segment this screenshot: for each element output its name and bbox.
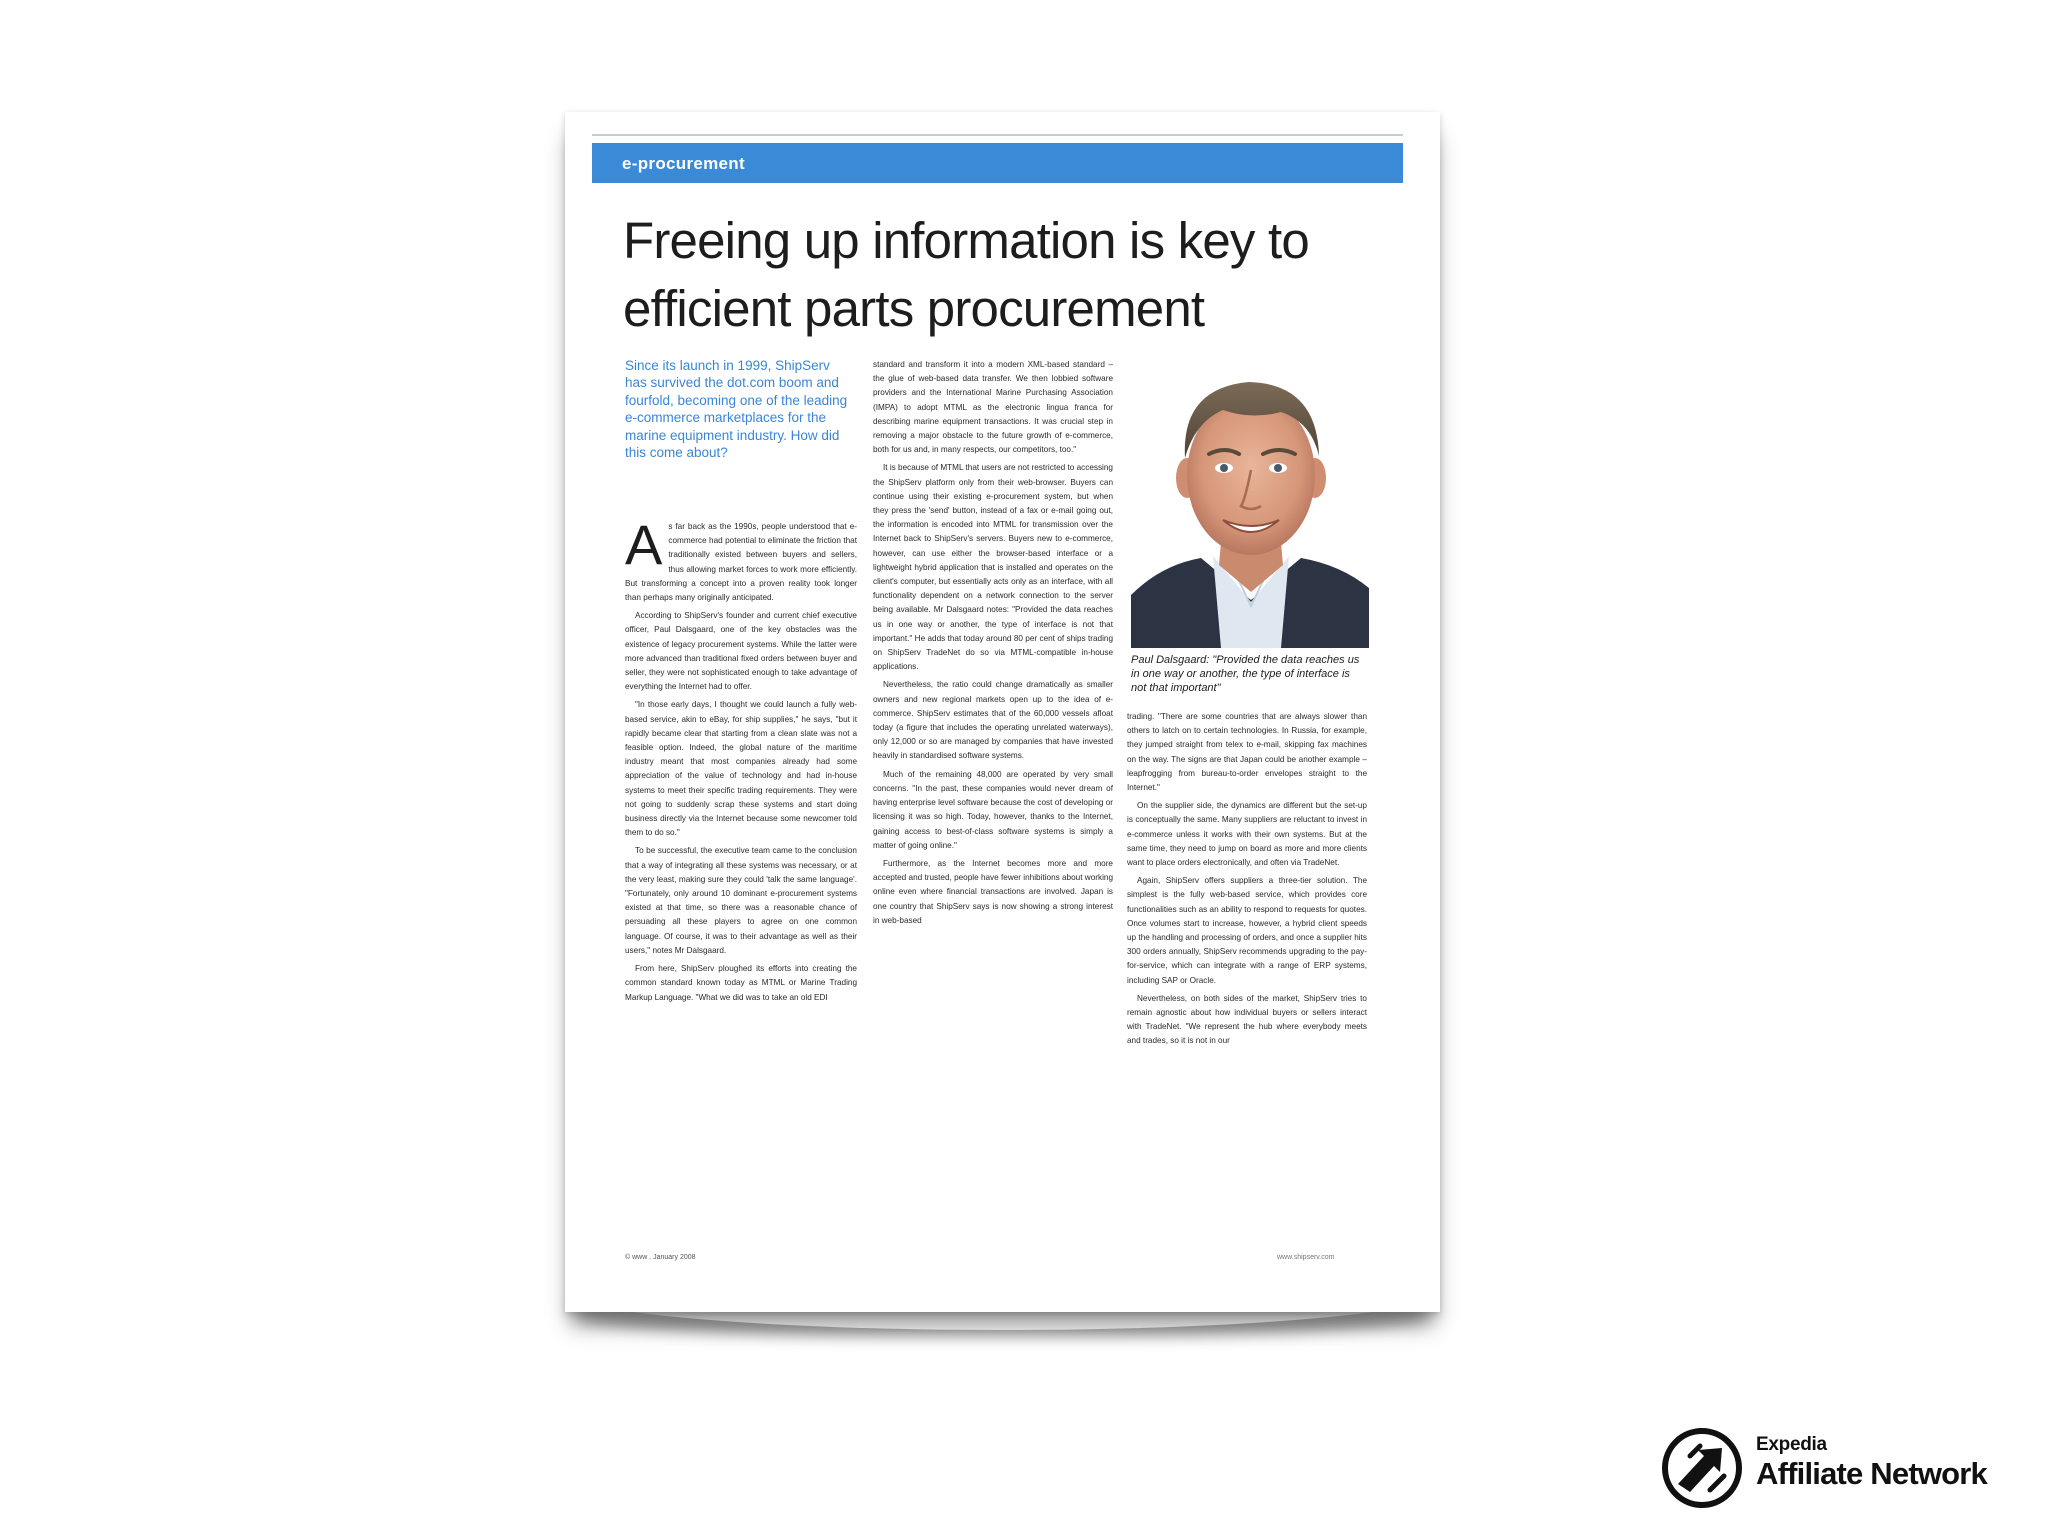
body-paragraph: Much of the remaining 48,000 are operated by very small concerns. "In the past, these companies would never dream of having enterprise level software because the cost of developing or licensing it was so high. Today, however, thanks to the Internet, gaining access to best-of-class software systems is simply a matter of going online." [873,769,1113,850]
body-paragraph: According to ShipServ's founder and current chief executive officer, Paul Dalsgaard, one of the key obstacles was the existence of legacy procurement systems. While the latter were more advanced than traditional fixed orders between buyer and seller, they were not sophisticated enough to take advantage of everything the Internet had to offer. [625,611,857,692]
magazine-page [565,112,1440,1312]
body-paragraph: Again, ShipServ offers suppliers a three-tier solution. The simplest is the fully web-based service, which provides core functionalities such as an ability to respond to requests for quotes. Once volumes start to increase, however, a hybrid client speeds up the handling and processing of orders, and once a supplier hits 300 orders annually, ShipServ recommends upgrading to the pay-for-service, which can integrate with a range of ERP systems, including SAP or Oracle. [1127,876,1367,985]
body-paragraph: To be successful, the executive team came to the conclusion that a way of integrating all these systems was necessary, or at the very least, making sure they could 'talk the same language'. "Fortunately, only around 10 dominant e-procurement systems existed at that time, so there was a reasonable chance of persuading all these players to agree on one common language. Of course, it was to their advantage as well as their users," notes Mr Dalsgaard. [625,846,857,955]
portrait-photo [1131,360,1369,648]
section-label: e-procurement [622,154,745,173]
page-footer-right: www.shipserv.com [1277,1254,1335,1261]
logo-arrows-icon [1660,1426,1744,1510]
portrait-illustration [1131,360,1369,648]
body-paragraph: standard and transform it into a modern XML-based standard – the glue of web-based data transfer. We then lobbied software providers and the International Marine Purchasing Association (IMPA) to adopt MTML as the electronic lingua franca for describing marine equipment transactions. It was crucial step in removing a major obstacle to the future growth of e-commerce, both for us and, in many respects, our competitors, too." [873,360,1113,455]
expedia-affiliate-network-logo [1660,1426,2020,1512]
body-paragraph: trading. "There are some countries that are always slower than others to latch on to certain technologies. In Russia, for example, they jumped straight from telex to e-mail, skipping fax machines on the way. The signs are that Japan could be another example – leapfrogging from bureau-to-order envelopes straight to the Internet." [1127,712,1367,793]
body-paragraph: On the supplier side, the dynamics are different but the set-up is conceptually the same. Many suppliers are reluctant to invest in e-commerce unless it works with their own systems. But at the same time, they need to jump on board as more and more clients want to place orders electronically, and often via TradeNet. [1127,801,1367,868]
logo-wordmark-top: Expedia [1756,1434,1827,1455]
top-rule [592,134,1403,136]
drop-cap: A [625,513,663,576]
page-footer-left: © www . January 2008 [625,1254,696,1261]
body-paragraph: Nevertheless, the ratio could change dramatically as smaller owners and new regional markets open up to the idea of e-commerce. ShipServ estimates that of the 60,000 vessels afloat today (a figure that includes the operating unrelated waterways), only 12,000 or so are managed by companies that have invested heavily in standardised software systems. [873,680,1113,761]
body-paragraph: "In those early days, I thought we could launch a fully web-based service, akin to eBay, for ship supplies," he says, "but it rapidly became clear that starting from a clean slate was not a feasible option. Indeed, the global nature of the maritime industry meant that most companies already had some appreciation of the value of technology and had in-house systems to meet their specific trading requirements. They were not going to suddenly scrap these systems and start doing business directly via the Internet because some newcomer told them to do so." [625,700,857,838]
body-paragraph: As far back as the 1990s, people understood that e-commerce had potential to eliminate the friction that traditionally existed between buyers and sellers, thus allowing market forces to work more efficiently. But transforming a concept into a proven reality took longer than perhaps many originally anticipated. [625,513,857,603]
article-column-3 [1127,710,1367,1053]
logo-wordmark-bottom: Affiliate Network [1756,1456,1987,1491]
section-bar [592,143,1403,183]
body-paragraph: Furthermore, as the Internet becomes more and more accepted and trusted, people have fewer inhibitions about working online even where financial transactions are involved. Japan is one country that ShipServ says is now showing a strong interest in web-based [873,858,1113,925]
body-paragraph: Nevertheless, on both sides of the market, ShipServ tries to remain agnostic about how individual buyers or sellers interact with TradeNet. "We represent the hub where everybody meets and trades, so it is not in our [1127,993,1367,1046]
body-paragraph: From here, ShipServ ploughed its efforts into creating the common standard known today as MTML or Marine Trading Markup Language. "What we did was to take an old EDI [625,964,857,1002]
article-column-2 [873,358,1113,932]
article-standfirst: Since its launch in 1999, ShipServ has survived the dot.com boom and fourfold, becoming one of the leading e-commerce marketplaces for the marine equipment industry. How did this come about? [625,358,848,461]
article-headline: Freeing up information is key to efficient parts procurement [623,212,1309,337]
article-column-1 [625,513,857,1009]
body-paragraph: It is because of MTML that users are not restricted to accessing the ShipServ platform only from their web-browser. Buyers can continue using their existing e-procurement system, but when they press the 'send' button, instead of a fax or e-mail going out, the information is encoded into MTML for transmission over the Internet back to ShipServ's servers. Buyers new to e-commerce, however, can use either the browser-based interface or a lightweight hybrid application that is installed and operates on the client's computer, but essentially acts only as an interface, with all functionality dependent on a network connection to the server being available. Mr Dalsgaard notes: "Provided the data reaches us in one way or another, the type of interface is not that important." He adds that today around 80 per cent of ships trading on ShipServ TradeNet do so via MTML-compatible in-house applications. [873,463,1113,672]
photo-caption: Paul Dalsgaard: "Provided the data reaches us in one way or another, the type of interface is not that important" [1131,654,1360,694]
